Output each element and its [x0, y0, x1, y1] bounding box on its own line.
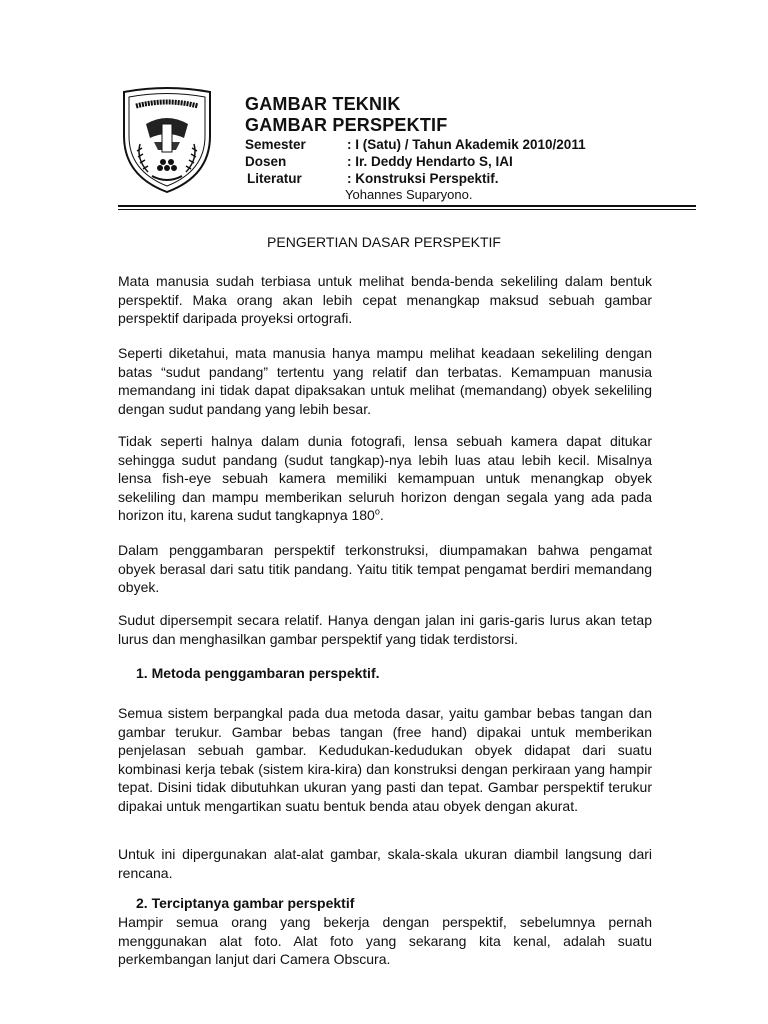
- paragraph: Semua sistem berpangkal pada dua metoda dasar, yaitu gambar bebas tangan dan gambar terukur. Gambar bebas tangan (free hand) dipakai untuk memberikan penjelasan sebuah gambar. Kedudukan-kedudukan obyek didapat dari suatu kombinasi kerja tebak (sistem kira-kira) dan konstruksi dengan perkiraan yang hampir tepat. Disini tidak dibutuhkan ukuran yang pasti dan tepat. Gambar perspektif terukur dipakai untuk mengartikan suatu bentuk benda atau obyek dengan akurat.: [118, 705, 652, 814]
- literature-author: Yohannes Suparyono.: [345, 187, 473, 202]
- header-divider: [118, 205, 696, 207]
- institution-logo: [118, 84, 216, 196]
- paragraph-end: .: [379, 507, 384, 523]
- meta-label: Dosen: [245, 154, 287, 169]
- meta-value: : I (Satu) / Tahun Akademik 2010/2011: [347, 137, 586, 152]
- paragraph: Seperti diketahui, mata manusia hanya mampu melihat keadaan sekeliling dengan batas “sudut pandang” tertentu yang relatif dan terbatas. Kemampuan manusia memandang ini tidak dapat dipaksakan untuk melihat (memandang) obyek sekeliling dengan sudut pandang yang lebih besar.: [118, 345, 652, 417]
- meta-label: Semester: [245, 137, 306, 152]
- section-heading-2: 2. Terciptanya gambar perspektif: [136, 895, 355, 911]
- paragraph: Hampir semua orang yang bekerja dengan perspektif, sebelumnya pernah menggunakan alat foto. Alat foto yang sekarang kita kenal, adalah suatu perkembangan lanjut dari Camera Obscura.: [118, 914, 652, 967]
- paragraph: Mata manusia sudah terbiasa untuk melihat benda-benda sekeliling dalam bentuk perspektif. Maka orang akan lebih cepat menangkap maksud sebuah gambar perspektif daripada proyeksi ortografi.: [118, 273, 652, 326]
- course-title: GAMBAR TEKNIK: [245, 94, 401, 114]
- degree-superscript: o: [374, 506, 380, 517]
- meta-value: : Konstruksi Perspektif.: [347, 171, 499, 186]
- paragraph: Dalam penggambaran perspektif terkonstruksi, diumpamakan bahwa pengamat obyek berasal dari satu titik pandang. Yaitu titik tempat pengamat berdiri memandang obyek.: [118, 542, 652, 595]
- paragraph-text: Tidak seperti halnya dalam dunia fotografi, lensa sebuah kamera dapat ditukar sehingga sudut pandang (sudut tangkap)-nya lebih luas atau lebih kecil. Misalnya lensa fish-eye sebuah kamera memiliki kemampuan untuk menangkap obyek sekeliling dan mampu memberikan seluruh horizon dengan segala yang ada pada horizon itu, karena sudut tangkapnya 180: [118, 433, 652, 523]
- section-heading-1: 1. Metoda penggambaran perspektif.: [136, 665, 380, 681]
- paragraph: [118, 432, 652, 525]
- meta-row-literatur: [247, 171, 499, 186]
- meta-value: : Ir. Deddy Hendarto S, IAI: [347, 154, 513, 169]
- meta-row-dosen: [245, 154, 513, 169]
- document-title: PENGERTIAN DASAR PERSPEKTIF: [267, 234, 501, 250]
- header-divider-thin: [118, 209, 696, 210]
- meta-label: Literatur: [247, 171, 302, 186]
- meta-row-semester: [245, 137, 586, 152]
- paragraph: Untuk ini dipergunakan alat-alat gambar, skala-skala ukuran diambil langsung dari rencana.: [118, 846, 652, 881]
- document-subject-title: GAMBAR PERSPEKTIF: [245, 115, 448, 135]
- paragraph: Sudut dipersempit secara relatif. Hanya dengan jalan ini garis-garis lurus akan tetap lurus dan menghasilkan gambar perspektif yang tidak terdistorsi.: [118, 612, 652, 647]
